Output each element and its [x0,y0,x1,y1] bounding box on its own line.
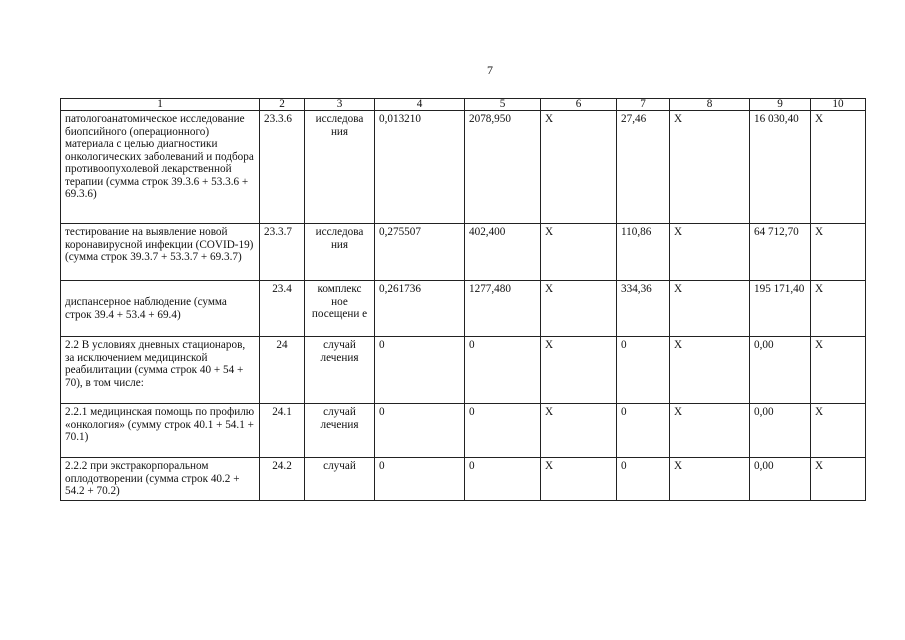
value-cell: X [670,111,750,224]
value-cell: 0,275507 [375,224,465,281]
row-code-cell: 24.1 [260,404,305,458]
value-cell: 0 [617,458,670,501]
row-name-cell: 2.2 В условиях дневных стационаров, за исключением медицинской реабилитации (сумма строк 40 + 54 + 70), в том числе: [61,337,260,404]
value-cell: X [541,224,617,281]
value-cell: 195 171,40 [750,281,811,337]
column-header: 4 [375,99,465,111]
value-cell: 110,86 [617,224,670,281]
row-code-cell: 24.2 [260,458,305,501]
value-cell: X [670,458,750,501]
value-cell: 16 030,40 [750,111,811,224]
value-cell: 0,00 [750,404,811,458]
value-cell: 1277,480 [465,281,541,337]
value-cell: 0,013210 [375,111,465,224]
value-cell: 0 [617,404,670,458]
column-header: 6 [541,99,617,111]
row-name-cell: диспансерное наблюдение (сумма строк 39.4 + 53.4 + 69.4) [61,281,260,337]
row-name-cell: 2.2.2 при экстракорпоральном оплодотворении (сумма строк 40.2 + 54.2 + 70.2) [61,458,260,501]
value-cell: X [541,111,617,224]
value-cell: X [670,224,750,281]
value-cell: X [811,111,866,224]
value-cell: X [541,281,617,337]
column-header: 9 [750,99,811,111]
value-cell: X [811,404,866,458]
value-cell: 0 [375,458,465,501]
column-header: 10 [811,99,866,111]
row-code-cell: 23.3.7 [260,224,305,281]
value-cell: X [670,404,750,458]
value-cell: 27,46 [617,111,670,224]
value-cell: 0,00 [750,337,811,404]
value-cell: 0,00 [750,458,811,501]
column-header: 7 [617,99,670,111]
header-row [61,99,866,111]
value-cell: X [541,458,617,501]
table-row [61,281,866,337]
value-cell: X [670,281,750,337]
table-row [61,111,866,224]
value-cell: X [811,281,866,337]
value-cell: 0 [465,337,541,404]
unit-cell: случай лечения [305,337,375,404]
unit-cell: исследова ния [305,224,375,281]
value-cell: 0 [375,337,465,404]
row-code-cell: 23.4 [260,281,305,337]
value-cell: X [670,337,750,404]
table-row [61,458,866,501]
column-header: 2 [260,99,305,111]
unit-cell: случай лечения [305,404,375,458]
page-number: 7 [487,63,493,77]
column-header: 8 [670,99,750,111]
value-cell: 2078,950 [465,111,541,224]
row-name-cell: 2.2.1 медицинская помощь по профилю «онкология» (сумму строк 40.1 + 54.1 + 70.1) [61,404,260,458]
unit-cell: исследова ния [305,111,375,224]
column-header: 5 [465,99,541,111]
row-code-cell: 23.3.6 [260,111,305,224]
unit-cell: комплекс ное посещени е [305,281,375,337]
value-cell: 0 [375,404,465,458]
value-cell: 334,36 [617,281,670,337]
table-row [61,404,866,458]
value-cell: X [811,224,866,281]
unit-cell: случай [305,458,375,501]
row-code-cell: 24 [260,337,305,404]
value-cell: X [541,404,617,458]
value-cell: X [541,337,617,404]
value-cell: X [811,337,866,404]
table-row [61,337,866,404]
value-cell: 0 [617,337,670,404]
value-cell: 0,261736 [375,281,465,337]
value-cell: 402,400 [465,224,541,281]
data-table [60,98,866,501]
table-row [61,224,866,281]
column-header: 1 [61,99,260,111]
row-name-cell: патологоанатомическое исследование биопсийного (операционного) материала с целью диагностики онкологических заболеваний и подбора противоопухолевой лекарственной терапии (сумма строк 39.3.6 + 53.3.6 + 69.3.6) [61,111,260,224]
value-cell: 0 [465,458,541,501]
value-cell: 64 712,70 [750,224,811,281]
value-cell: 0 [465,404,541,458]
row-name-cell: тестирование на выявление новой коронавирусной инфекции (COVID-19) (сумма строк 39.3.7 + 53.3.7 + 69.3.7) [61,224,260,281]
value-cell: X [811,458,866,501]
column-header: 3 [305,99,375,111]
